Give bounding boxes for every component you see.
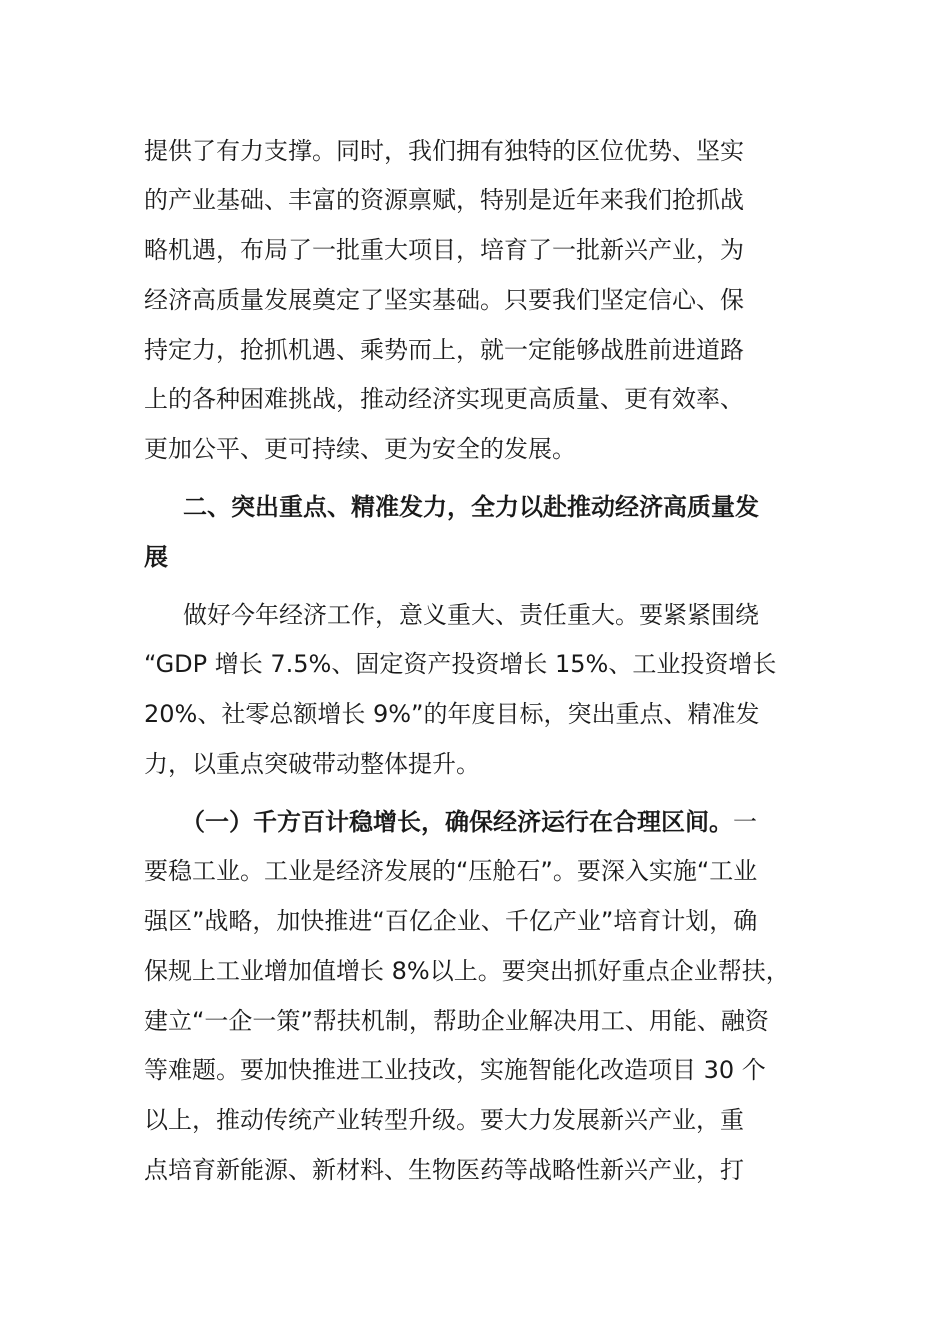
text-line: 更加公平、更可持续、更为安全的发展。 [144,435,576,463]
subsection-heading: （一）千方百计稳增长，确保经济运行在合理区间。 [181,808,733,836]
text-line: 强区”战略，加快推进“百亿企业、千亿产业”培育计划，确 [144,907,758,935]
text-line: 点培育新能源、新材料、生物医药等战略性新兴产业，打 [144,1156,744,1184]
text-line: 上的各种困难挑战，推动经济实现更高质量、更有效率、 [144,385,744,413]
text-line: 20%、社零总额增长 9%”的年度目标，突出重点、精准发 [144,700,760,728]
text-line: 力，以重点突破带动整体提升。 [144,750,480,778]
subsection-first-text: 一 [733,808,757,836]
section-heading-continued: 展 [144,543,168,571]
text-line: 等难题。要加快推进工业技改，实施智能化改造项目 30 个 [144,1056,766,1084]
text-line: “GDP 增长 7.5%、固定资产投资增长 15%、工业投资增长 [144,650,777,678]
text-line: 经济高质量发展奠定了坚实基础。只要我们坚定信心、保 [144,286,744,314]
text-line: 提供了有力支撑。同时，我们拥有独特的区位优势、坚实 [144,137,744,165]
subsection-line [181,802,757,842]
text-line: 持定力，抢抓机遇、乘势而上，就一定能够战胜前进道路 [144,336,744,364]
text-line: 保规上工业增加值增长 8%以上。要突出抓好重点企业帮扶， [144,957,790,985]
text-line: 的产业基础、丰富的资源禀赋，特别是近年来我们抢抓战 [144,186,744,214]
text-line: 以上，推动传统产业转型升级。要大力发展新兴产业，重 [144,1106,744,1134]
text-line: 建立“一企一策”帮扶机制，帮助企业解决用工、用能、融资 [144,1007,769,1035]
section-heading: 二、突出重点、精准发力，全力以赴推动经济高质量发 [183,493,759,521]
text-line: 略机遇，布局了一批重大项目，培育了一批新兴产业，为 [144,236,744,264]
text-line: 做好今年经济工作，意义重大、责任重大。要紧紧围绕 [183,601,759,629]
text-line: 要稳工业。工业是经济发展的“压舱石”。要深入实施“工业 [144,857,758,885]
